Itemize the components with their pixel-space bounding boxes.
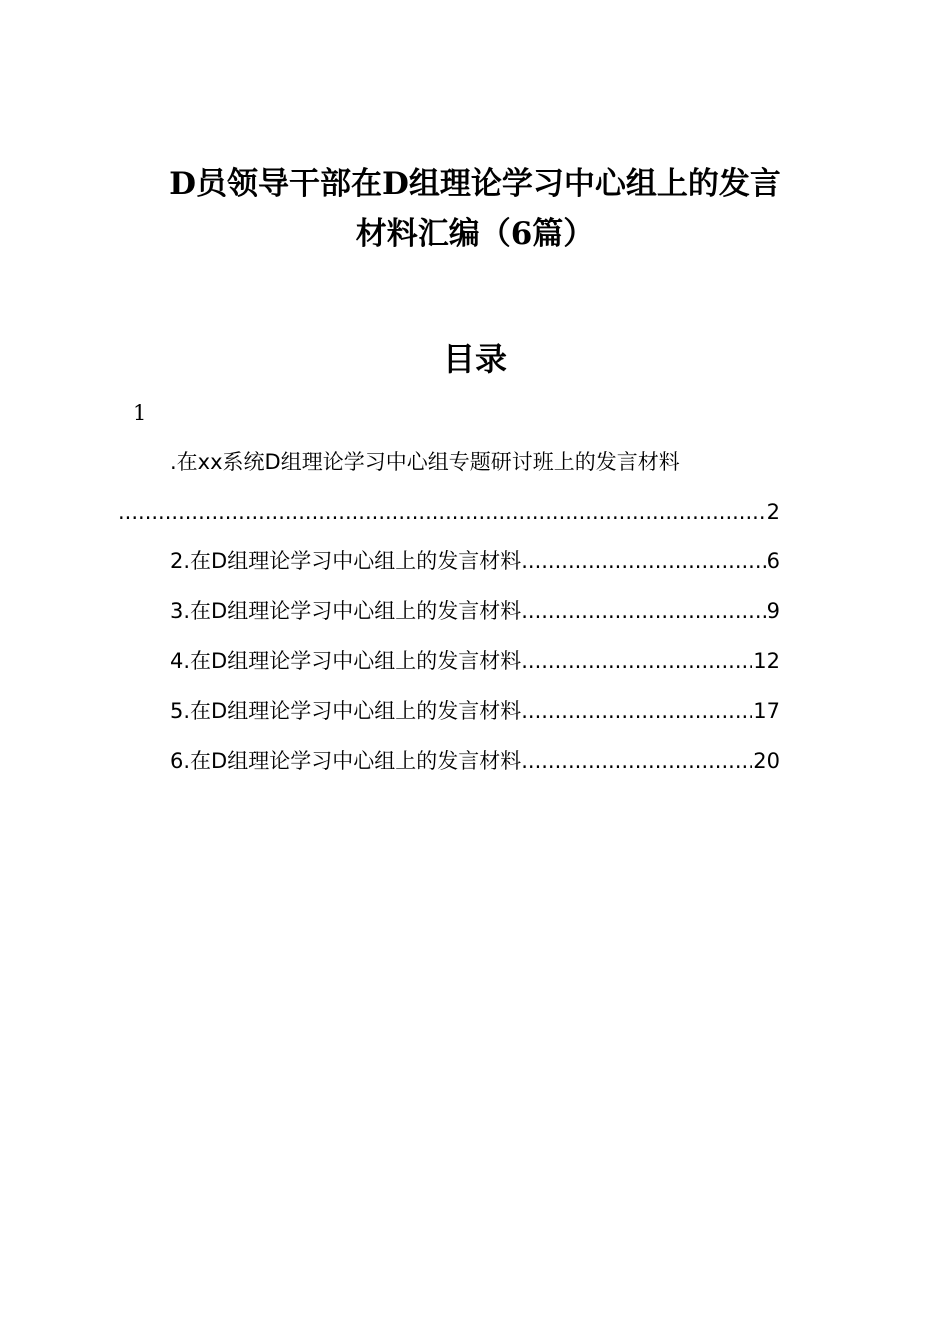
toc-dot-leader [521,596,765,626]
toc-item-1-leader[interactable] [118,497,780,527]
toc-heading: 目录 [442,340,507,378]
toc-dot-leader [521,696,752,726]
toc-item-5-page: 17 [753,699,780,723]
document-title-line-2: 材料汇编（6篇） [355,216,595,252]
toc-dot-leader [521,746,752,776]
toc-dot-leader [118,497,766,527]
toc-item-2-text: 2.在D组理论学习中心组上的发言材料 [170,549,522,573]
toc-item-4[interactable] [170,646,780,676]
toc-item-6-text: 6.在D组理论学习中心组上的发言材料 [170,749,522,773]
toc-item-2-page: 6 [766,549,780,573]
document-title-line-1: D员领导干部在D组理论学习中心组上的发言 [169,166,781,202]
toc-item-1-number: 1 [133,401,147,425]
toc-dot-leader [521,646,752,676]
toc-item-2[interactable] [170,546,780,576]
toc-dot-leader [521,546,765,576]
toc-item-6[interactable] [170,746,780,776]
toc-item-4-text: 4.在D组理论学习中心组上的发言材料 [170,649,522,673]
toc-item-3-page: 9 [766,599,780,623]
toc-item-4-page: 12 [753,649,780,673]
toc-item-3-text: 3.在D组理论学习中心组上的发言材料 [170,599,522,623]
toc-item-6-page: 20 [753,749,780,773]
toc-item-5-text: 5.在D组理论学习中心组上的发言材料 [170,699,522,723]
toc-item-3[interactable] [170,596,780,626]
toc-item-5[interactable] [170,696,780,726]
toc-item-1-text[interactable]: .在xx系统D组理论学习中心组专题研讨班上的发言材料 [170,450,680,474]
toc-item-1-page: 2 [766,500,780,524]
